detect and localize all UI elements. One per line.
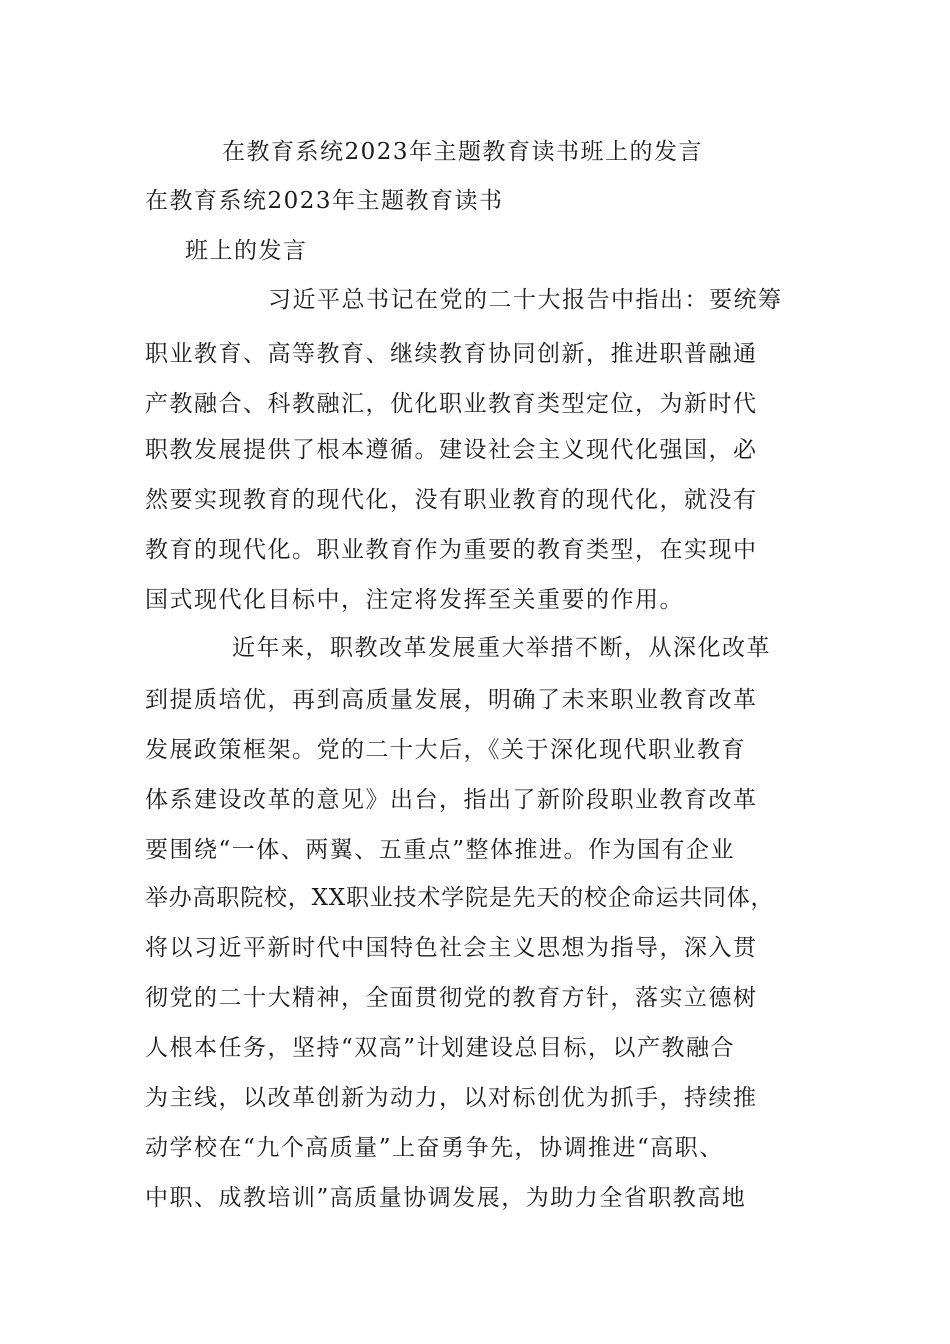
paragraph-2-line-1: 近年来，职教改革发展重大举措不断，从深化改革: [232, 635, 771, 661]
paragraph-2-line-3: 发展政策框架。党的二十大后，《关于深化现代职业教育: [145, 737, 746, 763]
paragraph-2-line-10: 为主线，以改革创新为动力，以对标创优为抓手，持续推: [145, 1085, 758, 1111]
document-title: 在教育系统2023年主题教育读书班上的发言: [222, 139, 704, 165]
paragraph-2-line-11: 动学校在“九个高质量”上奋勇争先，协调推进“高职、: [145, 1135, 724, 1161]
paragraph-1-line-7: 国式现代化目标中，注定将发挥至关重要的作用。: [145, 587, 684, 613]
paragraph-1-line-1: 习近平总书记在党的二十大报告中指出：要统筹: [268, 287, 783, 313]
paragraph-1-line-5: 然要实现教育的现代化，没有职业教育的现代化，就没有: [145, 487, 758, 513]
paragraph-2-line-8: 彻党的二十大精神，全面贯彻党的教育方针，落实立德树: [145, 985, 758, 1011]
document-subtitle-line-1: 在教育系统2023年主题教育读书: [145, 188, 504, 214]
paragraph-1-line-6: 教育的现代化。职业教育作为重要的教育类型，在实现中: [145, 537, 758, 563]
document-subtitle-line-2: 班上的发言: [185, 238, 308, 264]
paragraph-1-line-4: 职教发展提供了根本遵循。建设社会主义现代化强国，必: [145, 437, 758, 463]
paragraph-2-line-12: 中职、成教培训”高质量协调发展，为助力全省职教高地: [145, 1185, 747, 1211]
paragraph-1-line-2: 职业教育、高等教育、继续教育协同创新，推进职普融通: [145, 341, 758, 367]
paragraph-2-line-7: 将以习近平新时代中国特色社会主义思想为指导，深入贯: [145, 935, 758, 961]
paragraph-1-line-3: 产教融合、科教融汇，优化职业教育类型定位，为新时代: [145, 391, 758, 417]
paragraph-2-line-9: 人根本任务，坚持“双高”计划建设总目标，以产教融合: [145, 1035, 736, 1061]
paragraph-2-line-2: 到提质培优，再到高质量发展，明确了未来职业教育改革: [145, 687, 758, 713]
paragraph-2-line-6: 举办高职院校，XX职业技术学院是先天的校企命运共同体，: [145, 885, 775, 911]
paragraph-2-line-5: 要围绕“一体、两翼、五重点”整体推进。作为国有企业: [145, 837, 736, 863]
paragraph-2-line-4: 体系建设改革的意见》出台，指出了新阶段职业教育改革: [145, 787, 758, 813]
